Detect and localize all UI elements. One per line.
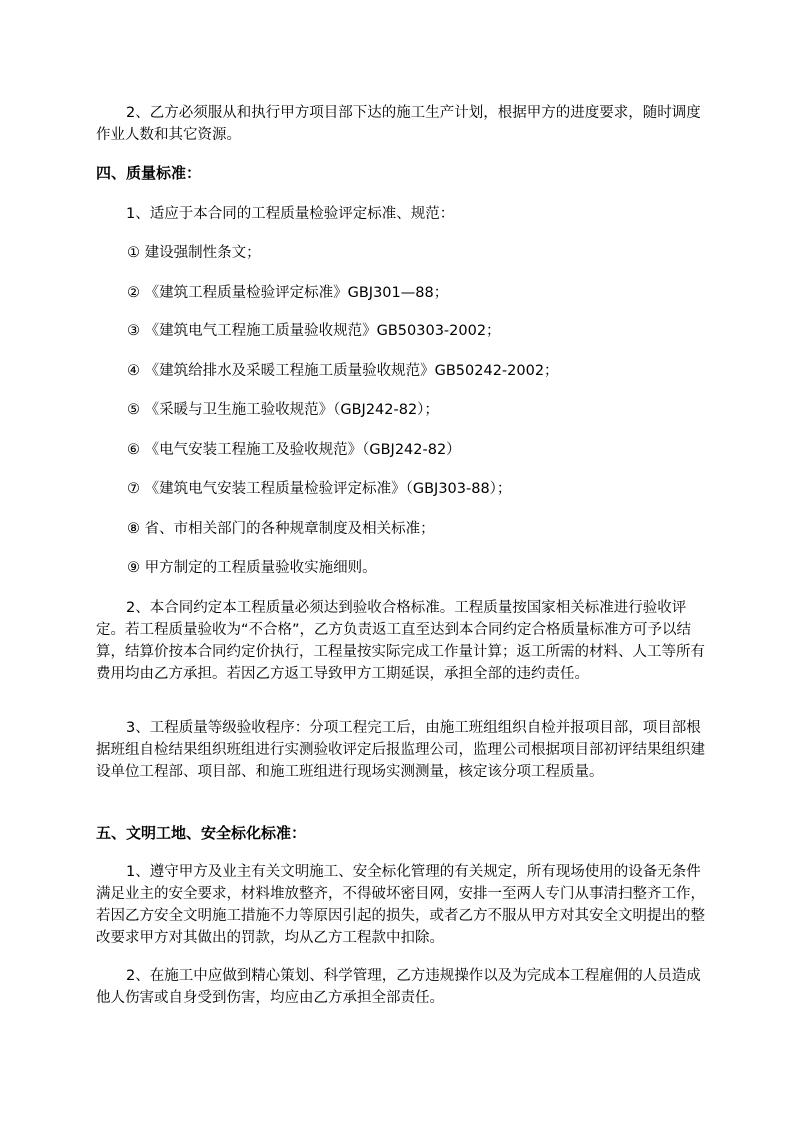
paragraph-standards-intro: 1、适应于本合同的工程质量检验评定标准、规范： [126, 206, 455, 222]
heading-safety-standards: 五、文明工地、安全标化标准： [96, 824, 307, 842]
standard-item-9: ⑨ 甲方制定的工程质量验收实施细则。 [127, 560, 377, 576]
standard-item-8: ⑧ 省、市相关部门的各种规章制度及相关标准； [127, 521, 435, 537]
standard-item-3: ③ 《建筑电气工程施工质量验收规范》GB50303-2002； [127, 323, 501, 339]
paragraph-schedule: 2、乙方必须服从和执行甲方项目部下达的施工生产计划，根据甲方的进度要求，随时调度作业人数和其它资源。 [96, 105, 701, 143]
standard-item-6: ⑥ 《电气安装工程施工及验收规范》（GBJ242-82） [127, 442, 461, 458]
standard-item-1: ① 建设强制性条文； [127, 245, 261, 261]
standard-item-5: ⑤ 《采暖与卫生施工验收规范》（GBJ242-82）； [127, 402, 439, 418]
paragraph-liability: 2、在施工中应做到精心策划、科学管理，乙方违规操作以及为完成本工程雇佣的人员造成他人伤害或自身受到伤害，均应由乙方承担全部责任。 [96, 968, 701, 1006]
heading-quality-standards: 四、质量标准： [96, 164, 202, 182]
paragraph-acceptance-procedure: 3、工程质量等级验收程序：分项工程完工后，由施工班组组织自检并报项目部，项目部根据班组自检结果组织班组进行实测验收评定后报监理公司，监理公司根据项目部初评结果组织建设单位工程部、项目部、和施工班组进行现场实测测量，核定该分项工程质量。 [96, 720, 705, 780]
standard-item-4: ④ 《建筑给排水及采暖工程施工质量验收规范》GB50242-2002； [127, 363, 559, 379]
standard-item-2: ② 《建筑工程质量检验评定标准》GBJ301—88； [127, 285, 449, 301]
standard-item-7: ⑦ 《建筑电气安装工程质量检验评定标准》（GBJ303-88）； [127, 481, 512, 497]
paragraph-quality-acceptance: 2、本合同约定本工程质量必须达到验收合格标准。工程质量按国家相关标准进行验收评定。若工程质量验收为“不合格”，乙方负责返工直至达到本合同约定合格质量标准方可予以结算，结算价按本合同约定价执行，工程量按实际完成工作量计算；返工所需的材料、人工等所有费用均由乙方承担。若因乙方返工导致甲方工期延误，承担全部的违约责任。 [96, 600, 705, 682]
paragraph-safety-rules: 1、遵守甲方及业主有关文明施工、安全标化管理的有关规定，所有现场使用的设备无条件满足业主的安全要求，材料堆放整齐，不得破坏密目网，安排一至两人专门从事清扫整齐工作，若因乙方安全文明施工措施不力等原因引起的损失，或者乙方不服从甲方对其安全文明提出的整改要求甲方对其做出的罚款，均从乙方工程款中扣除。 [96, 864, 705, 946]
